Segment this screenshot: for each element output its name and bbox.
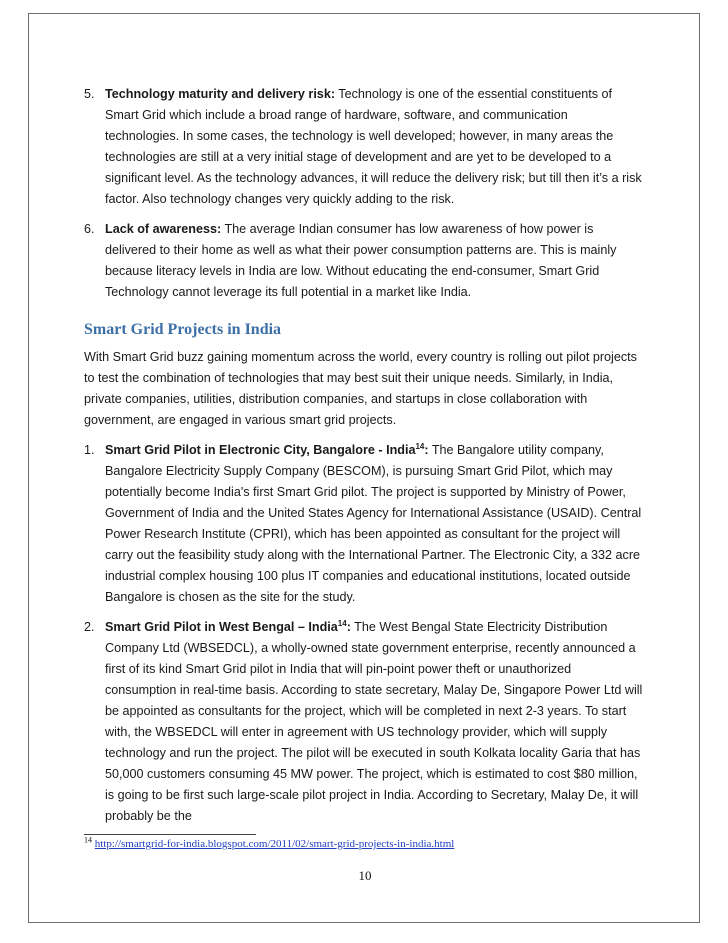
list-item-body (105, 440, 644, 608)
list-number: 5. (84, 87, 95, 101)
list-item-body (105, 617, 644, 827)
list-item-text: The Bangalore utility company, Bangalore Electricity Supply Company (BESCOM), is pursuing Smart Grid Pilot, which may potentially become India's first Smart Grid pilot. The project is supported by Ministry of Power, Government of India and the United States Agency for International Assistance (USAID). Central Power Research Institute (CPRI), which has been appointed as consultant for the project will carry out the feasibility study along with the International Partner. The Electronic City, a 332 acre industrial complex housing 100 plus IT companies and educational institutions, located outside Bangalore is chosen as the site for the study. (105, 443, 642, 604)
list-item-title: Smart Grid Pilot in West Bengal – India (105, 620, 338, 634)
footnote-link[interactable]: http://smartgrid-for-india.blogspot.com/2011/02/smart-grid-projects-in-india.html (94, 838, 455, 850)
list-item-text: The West Bengal State Electricity Distribution Company Ltd (WBSEDCL), a wholly-owned state government enterprise, recently announced a first of its kind Smart Grid pilot in India that will pin-point power theft or unauthorized consumption in real-time basis. According to state secretary, Malay De, Singapore Power Ltd will be appointed as consultants for the project, which will be completed in next 2-3 years. To start with, the WBSEDCL will enter in agreement with US technology provider, which will supply technology and run the project. The pilot will be executed in south Kolkata locality Garia that has 50,000 customers consuming 45 MW power. The project, which is estimated to cost $80 million, is going to be first such large-scale pilot project in India. According to Secretary, Malay De, it will probably be the (105, 620, 643, 823)
section-heading: Smart Grid Projects in India (84, 321, 282, 338)
list-number: 1. (84, 443, 95, 457)
list-item-awareness (84, 219, 644, 303)
title-colon: : (346, 620, 351, 634)
list-item-text: The average Indian consumer has low awareness of how power is delivered to their home as well as what their power consumption patterns are. This is mainly because literacy levels in India are low. Without educating the end-consumer, Smart Grid Technology cannot leverage its full potential in a market like India. (105, 222, 617, 299)
list-item-title: Smart Grid Pilot in Electronic City, Bangalore - India (105, 443, 416, 457)
footnote-number: 14 (84, 835, 92, 845)
intro-paragraph (84, 347, 644, 431)
project-item-bangalore (84, 440, 644, 608)
list-item-technology-risk (84, 84, 644, 210)
footnote-separator (84, 834, 256, 835)
list-item-title: Lack of awareness: (105, 222, 222, 236)
list-item-body (105, 219, 644, 303)
list-number: 2. (84, 620, 95, 634)
project-item-west-bengal (84, 617, 644, 827)
intro-text: With Smart Grid buzz gaining momentum across the world, every country is rolling out pilot projects to test the combination of technologies that may best suit their unique needs. Similarly, in India, private companies, utilities, distribution companies, and startups in close collaboration with government, are engaged in various smart grid projects. (84, 350, 637, 427)
list-number: 6. (84, 222, 95, 236)
list-item-text: Technology is one of the essential constituents of Smart Grid which include a broad range of hardware, software, and communication technologies. In some cases, the technology is well developed; however, in many areas the technologies are still at a very initial stage of development and are yet to be developed to a significant level. As the technology advances, it will reduce the delivery risk; but till then it’s a risk factor. Also technology changes very quickly adding to the risk. (105, 87, 642, 206)
footnote (84, 835, 455, 850)
footnote-ref[interactable]: 14 (337, 618, 347, 628)
page-number: 10 (358, 868, 372, 883)
page-content (84, 84, 644, 836)
title-colon: : (424, 443, 429, 457)
footnote-ref[interactable]: 14 (415, 441, 425, 451)
list-item-title: Technology maturity and delivery risk: (105, 87, 336, 101)
list-item-body (105, 84, 644, 210)
